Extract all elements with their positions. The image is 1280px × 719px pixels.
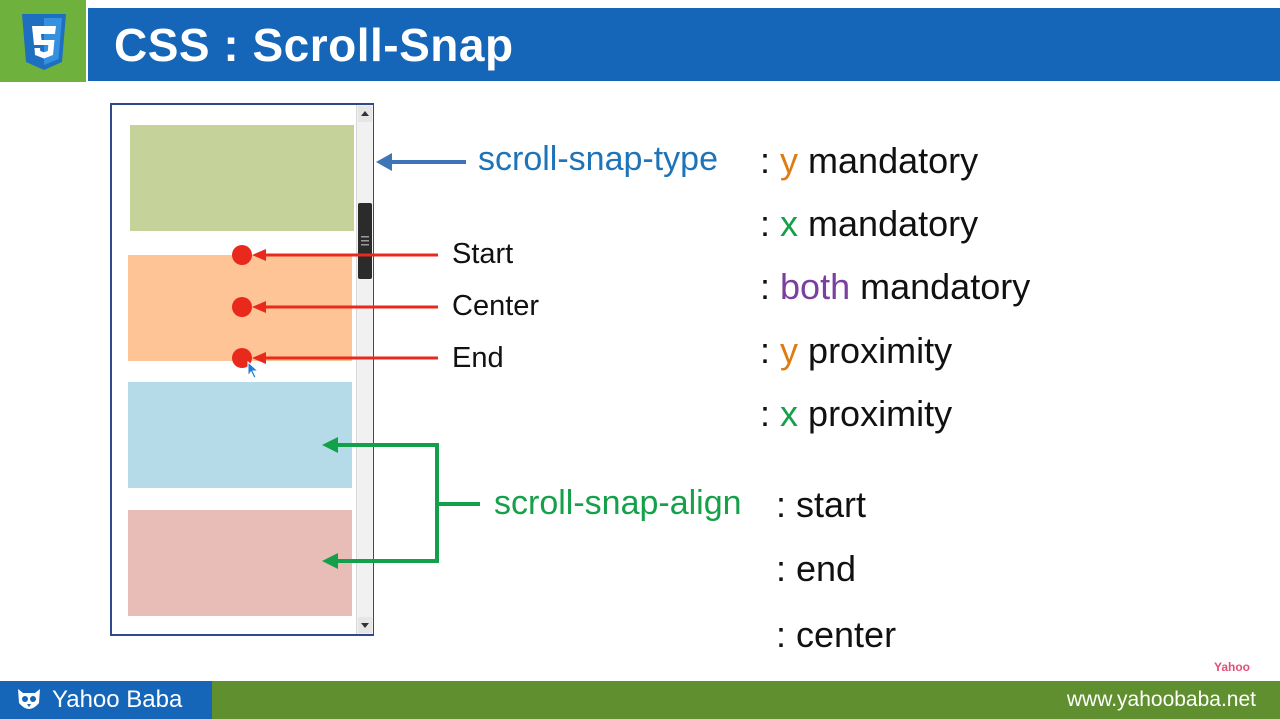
axis-value: x: [780, 203, 799, 244]
snap-align-value-center: : center: [776, 614, 897, 655]
scrollbar[interactable]: [356, 105, 373, 634]
prop-scroll-snap-align: scroll-snap-align: [494, 484, 742, 522]
separator: :: [760, 330, 771, 371]
footer-brand: Yahoo Baba: [52, 686, 183, 713]
css3-icon: [18, 12, 70, 72]
snap-type-arrow: [376, 153, 466, 171]
scroll-container-demo[interactable]: [110, 103, 374, 636]
snap-align-value-end: : end: [776, 548, 857, 589]
footer-brand-box: [0, 681, 212, 719]
blue-block: [128, 382, 352, 488]
header-logo-box: [0, 0, 86, 82]
keyword-value: mandatory: [808, 140, 979, 181]
label-end: End: [452, 342, 504, 374]
prop-scroll-snap-type: scroll-snap-type: [478, 140, 718, 178]
axis-value: y: [780, 140, 799, 181]
owl-icon: [14, 685, 44, 715]
separator: :: [760, 393, 771, 434]
keyword-value: proximity: [808, 330, 953, 371]
footer: [0, 681, 1280, 719]
keyword-value: mandatory: [808, 203, 979, 244]
keyword-value: proximity: [808, 393, 953, 434]
snap-type-value-row: [760, 140, 978, 182]
red-block: [128, 510, 352, 616]
snap-align-value-start: : start: [776, 484, 867, 525]
header: [0, 0, 1280, 82]
separator: :: [760, 266, 771, 307]
axis-value: both: [780, 266, 851, 307]
grip-icon: [358, 203, 372, 279]
scroll-down-arrow-icon[interactable]: [358, 617, 372, 633]
axis-value: y: [780, 330, 799, 371]
separator: :: [760, 140, 771, 181]
axis-value: x: [780, 393, 799, 434]
watermark-logo: Yahoo: [1214, 660, 1251, 674]
snap-type-value-row: [760, 330, 952, 372]
snap-type-value-row: [760, 393, 952, 435]
scroll-thumb[interactable]: [358, 203, 372, 279]
label-center: Center: [452, 290, 540, 322]
label-start: Start: [452, 238, 514, 270]
snap-type-value-row: [760, 203, 978, 245]
page-title: CSS : Scroll-Snap: [114, 19, 514, 71]
separator: :: [760, 203, 771, 244]
green-block: [130, 125, 354, 231]
snap-type-value-row: [760, 266, 1030, 308]
scroll-up-arrow-icon[interactable]: [358, 106, 372, 122]
orange-block: [128, 255, 352, 361]
keyword-value: mandatory: [860, 266, 1031, 307]
footer-url[interactable]: www.yahoobaba.net: [1066, 688, 1256, 711]
